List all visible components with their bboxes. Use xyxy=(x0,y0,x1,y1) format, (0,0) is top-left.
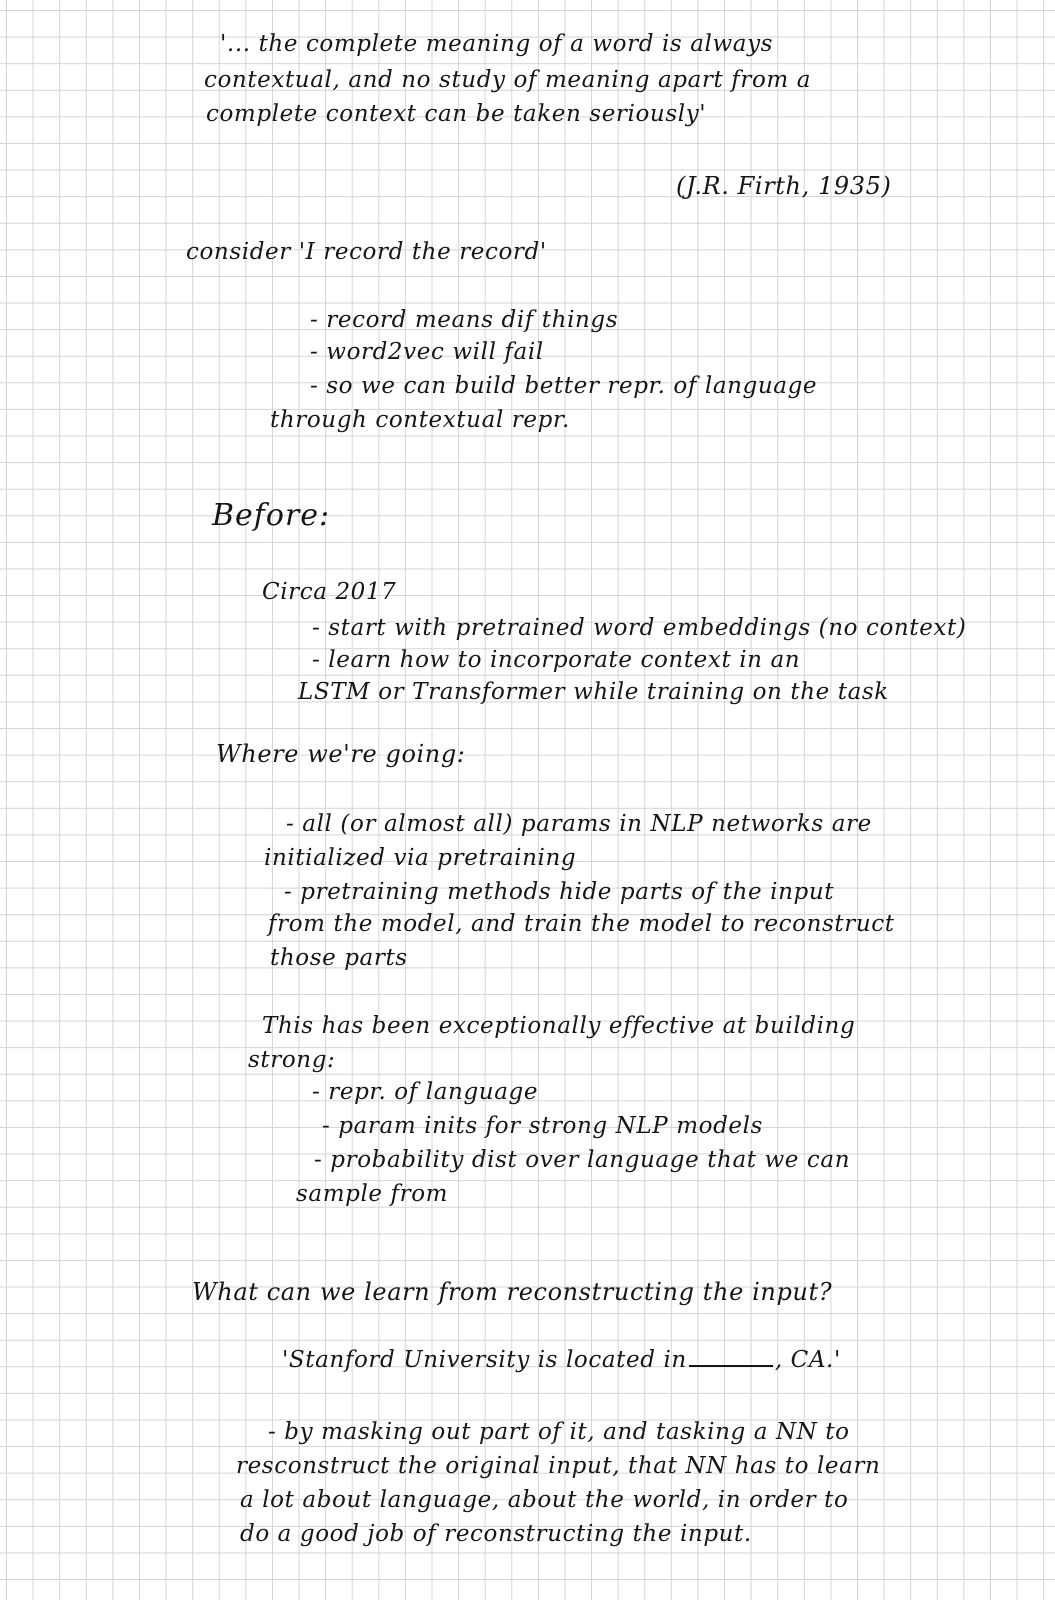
quote-line-2: contextual, and no study of meaning apart from a xyxy=(204,67,812,93)
before-heading: Before: xyxy=(212,498,331,533)
consider-bullet-2: - word2vec will fail xyxy=(310,339,544,365)
reconstruct-example xyxy=(282,1346,841,1374)
effective-intro-cont: strong: xyxy=(248,1047,336,1073)
going-bullet-2-cont: from the model, and train the model to reconstruct xyxy=(268,911,895,937)
going-bullet-1: - all (or almost all) params in NLP networks are xyxy=(286,811,872,837)
effective-continuation: sample from xyxy=(296,1181,449,1207)
going-bullet-1-cont: initialized via pretraining xyxy=(264,845,577,871)
consider-continuation: through contextual repr. xyxy=(270,407,570,433)
effective-bullet-3: - probability dist over language that we can xyxy=(314,1147,851,1173)
effective-bullet-2: - param inits for strong NLP models xyxy=(322,1113,763,1139)
consider-bullet-3: - so we can build better repr. of language xyxy=(310,373,818,399)
reconstruct-question: What can we learn from reconstructing the input? xyxy=(192,1278,833,1306)
reconstruct-line-2: resconstruct the original input, that NN has to learn xyxy=(236,1453,881,1479)
example-text-before: 'Stanford University is located in xyxy=(282,1347,687,1373)
reconstruct-line-1: - by masking out part of it, and tasking a NN to xyxy=(268,1419,850,1445)
consider-bullet-1: - record means dif things xyxy=(310,307,619,333)
before-bullet-1: - start with pretrained word embeddings (no context) xyxy=(312,615,967,641)
example-text-after: , CA.' xyxy=(774,1347,841,1373)
example-blank xyxy=(689,1347,773,1367)
consider-intro: consider 'I record the record' xyxy=(186,239,547,265)
going-bullet-2: - pretraining methods hide parts of the input xyxy=(284,879,835,905)
before-circa: Circa 2017 xyxy=(262,579,397,605)
quote-attribution: (J.R. Firth, 1935) xyxy=(676,172,892,200)
going-heading: Where we're going: xyxy=(216,740,466,768)
quote-line-3: complete context can be taken seriously' xyxy=(206,101,707,127)
quote-line-1: '... the complete meaning of a word is always xyxy=(220,31,774,57)
before-bullet-2-cont: LSTM or Transformer while training on the task xyxy=(298,679,889,705)
reconstruct-line-4: do a good job of reconstructing the input. xyxy=(240,1521,752,1547)
effective-bullet-1: - repr. of language xyxy=(312,1079,539,1105)
reconstruct-line-3: a lot about language, about the world, in order to xyxy=(240,1487,849,1513)
going-bullet-2-cont-2: those parts xyxy=(270,945,408,971)
before-bullet-2: - learn how to incorporate context in an xyxy=(312,647,801,673)
effective-intro: This has been exceptionally effective at building xyxy=(262,1013,856,1039)
